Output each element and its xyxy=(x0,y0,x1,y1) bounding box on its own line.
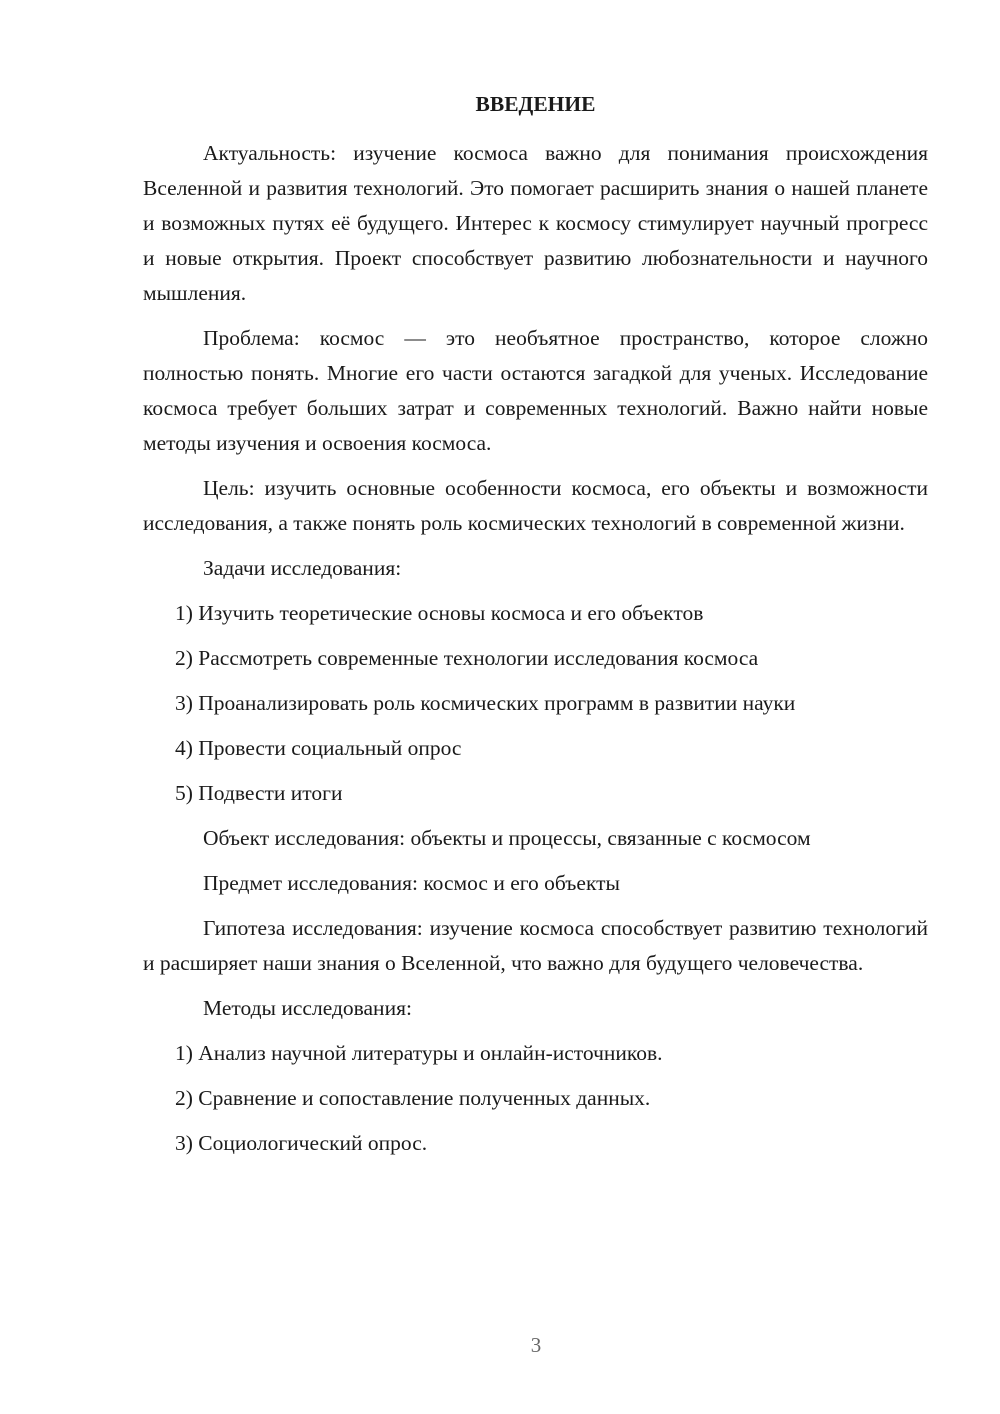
paragraph-problem: Проблема: космос — это необъятное пространство, которое сложно полностью понять. Многие его части остаются загадкой для ученых. Исследование космоса требует больших затрат и современных технологий. Важно найти новые методы изучения и освоения космоса. xyxy=(143,326,928,455)
list-item: 1) Анализ научной литературы и онлайн-источников. xyxy=(175,1041,663,1065)
list-item: 2) Рассмотреть современные технологии исследования космоса xyxy=(175,646,759,670)
methods-heading: Методы исследования: xyxy=(203,996,412,1020)
list-item: 1) Изучить теоретические основы космоса и его объектов xyxy=(175,601,704,625)
tasks-heading: Задачи исследования: xyxy=(203,556,402,580)
paragraph-object: Объект исследования: объекты и процессы, связанные с космосом xyxy=(203,826,811,850)
list-item: 5) Подвести итоги xyxy=(175,781,343,805)
document-page xyxy=(143,90,928,1171)
paragraph-relevance: Актуальность: изучение космоса важно для понимания происхождения Вселенной и развития технологий. Это помогает расширить знания о нашей планете и возможных путях её будущего. Интерес к космосу стимулирует научный прогресс и новые открытия. Проект способствует развитию любознательности и научного мышления. xyxy=(143,141,928,305)
section-title: ВВЕДЕНИЕ xyxy=(475,92,596,116)
list-item: 4) Провести социальный опрос xyxy=(175,736,462,760)
paragraph-goal: Цель: изучить основные особенности космоса, его объекты и возможности исследования, а также понять роль космических технологий в современной жизни. xyxy=(143,476,928,535)
page-number: 3 xyxy=(530,1333,542,1357)
methods-list xyxy=(143,1036,928,1161)
list-item: 2) Сравнение и сопоставление полученных данных. xyxy=(175,1086,651,1110)
tasks-list xyxy=(143,596,928,811)
list-item: 3) Социологический опрос. xyxy=(175,1131,428,1155)
paragraph-hypothesis: Гипотеза исследования: изучение космоса способствует развитию технологий и расширяет наши знания о Вселенной, что важно для будущего человечества. xyxy=(143,916,928,975)
list-item: 3) Проанализировать роль космических программ в развитии науки xyxy=(175,691,796,715)
paragraph-subject: Предмет исследования: космос и его объекты xyxy=(203,871,620,895)
